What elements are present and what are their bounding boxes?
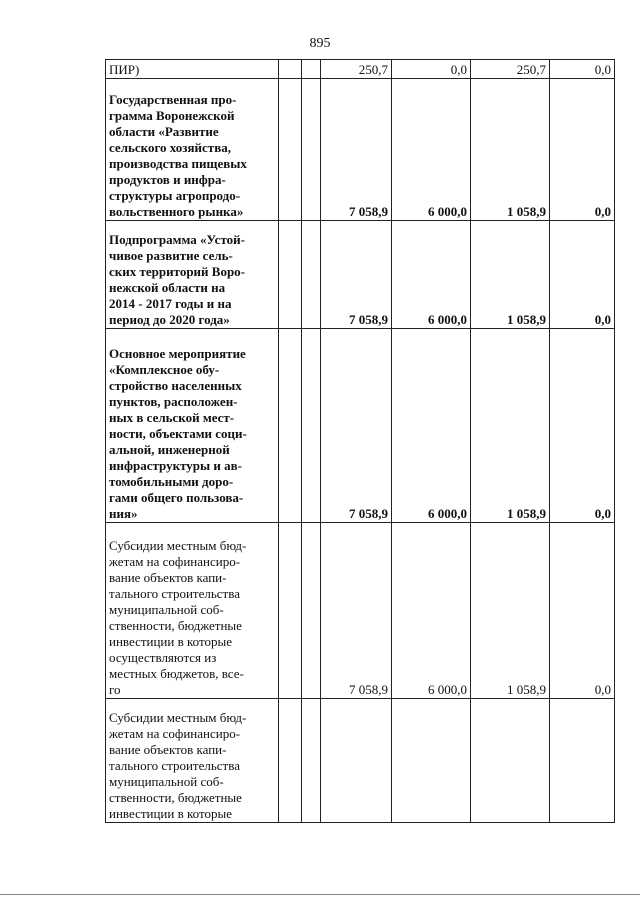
value-local-cell: 0,0 [550,60,615,79]
empty-cell [302,699,321,823]
empty-cell [279,329,302,523]
empty-cell [279,79,302,221]
empty-cell [302,60,321,79]
value-total-cell: 7 058,9 [321,221,392,329]
row-name-cell: Субсидии местным бюд- жетам на софинансиро- вание объектов капи- тального строительства муниципальной соб- ственности, бюджетные инвестиции в которые [106,699,279,823]
value-regional-cell: 1 058,9 [471,79,550,221]
value-regional-cell [471,699,550,823]
row-name-cell: ПИР) [106,60,279,79]
table-row [106,221,615,329]
empty-cell [279,699,302,823]
value-federal-cell: 0,0 [392,60,471,79]
row-name-cell: Государственная про- грамма Воронежской области «Развитие сельского хозяйства, производства пищевых продуктов и инфра- структуры агропродо- вольственного рынка» [106,79,279,221]
value-regional-cell: 1 058,9 [471,329,550,523]
page-number: 895 [309,36,331,51]
empty-cell [302,221,321,329]
value-total-cell: 250,7 [321,60,392,79]
value-local-cell: 0,0 [550,523,615,699]
value-total-cell: 7 058,9 [321,523,392,699]
value-total-cell: 7 058,9 [321,329,392,523]
table-row [106,329,615,523]
value-regional-cell: 1 058,9 [471,221,550,329]
table-row [106,699,615,823]
value-total-cell: 7 058,9 [321,79,392,221]
value-federal-cell: 6 000,0 [392,221,471,329]
value-federal-cell: 6 000,0 [392,523,471,699]
table-row [106,79,615,221]
value-regional-cell: 1 058,9 [471,523,550,699]
row-name-cell: Субсидии местным бюд- жетам на софинансиро- вание объектов капи- тального строительства муниципальной соб- ственности, бюджетные инвестиции в которые осуществляются из местных бюджетов, все- го [106,523,279,699]
empty-cell [302,329,321,523]
value-regional-cell: 250,7 [471,60,550,79]
value-total-cell [321,699,392,823]
empty-cell [302,79,321,221]
value-local-cell: 0,0 [550,329,615,523]
value-local-cell [550,699,615,823]
value-local-cell: 0,0 [550,79,615,221]
table-row [106,60,615,79]
value-local-cell: 0,0 [550,221,615,329]
table-row [106,523,615,699]
row-name-cell: Основное мероприятие «Комплексное обу- стройство населенных пунктов, расположен- ных в сельской мест- ности, объектами соци- альной, инженерной инфраструктуры и ав- томобильными доро- гами общего пользова- ния» [106,329,279,523]
empty-cell [279,221,302,329]
budget-table [105,59,615,823]
page-bottom-divider [0,894,640,895]
value-federal-cell: 6 000,0 [392,79,471,221]
empty-cell [279,60,302,79]
empty-cell [279,523,302,699]
value-federal-cell: 6 000,0 [392,329,471,523]
value-federal-cell [392,699,471,823]
budget-table-body [106,60,615,823]
row-name-cell: Подпрограмма «Устой- чивое развитие сель- ских территорий Воро- нежской области на 2014 - 2017 годы и на период до 2020 года» [106,221,279,329]
empty-cell [302,523,321,699]
